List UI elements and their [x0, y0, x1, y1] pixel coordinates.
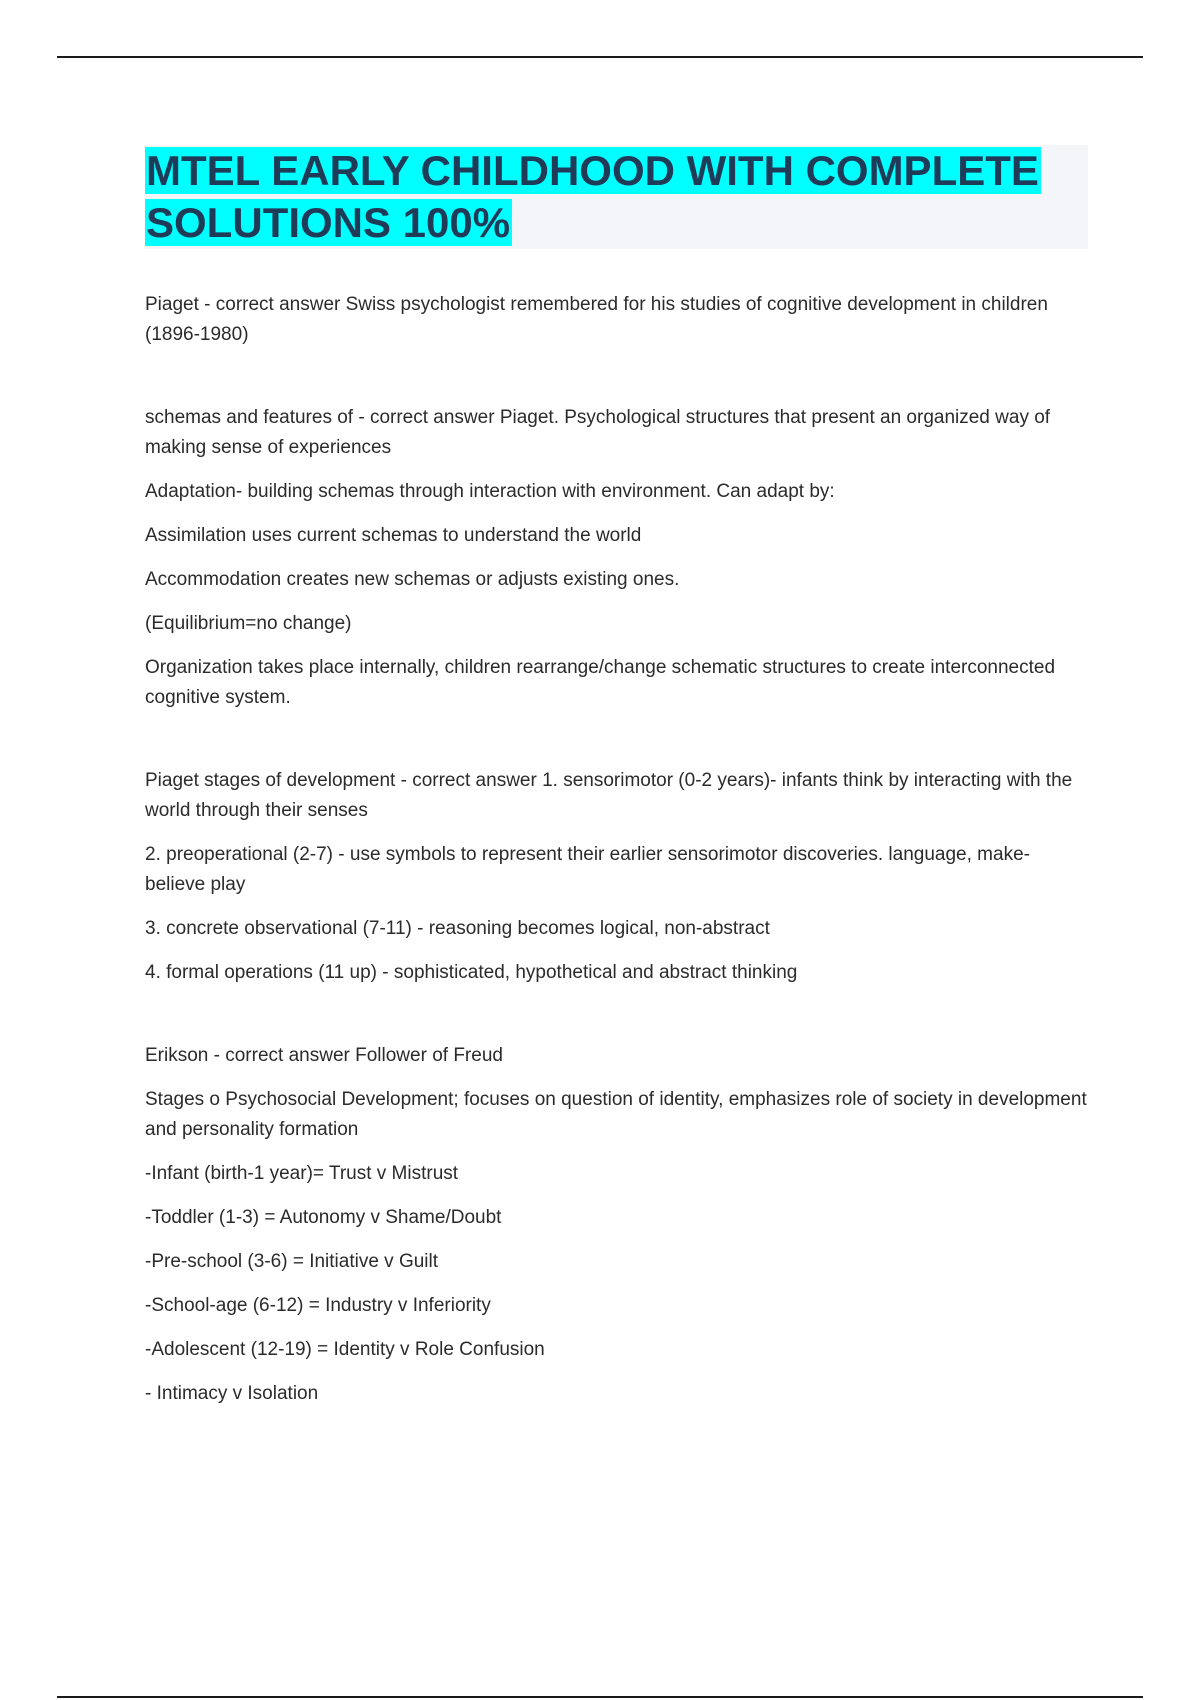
paragraph-preschool: -Pre-school (3-6) = Initiative v Guilt	[145, 1251, 439, 1272]
top-rule	[57, 56, 1143, 58]
title-line-1: MTEL EARLY CHILDHOOD WITH COMPLETE	[146, 147, 1039, 194]
paragraph-adaptation: Adaptation- building schemas through interaction with environment. Can adapt by:	[145, 481, 835, 502]
paragraph-accommodation: Accommodation creates new schemas or adjusts existing ones.	[145, 569, 680, 590]
bottom-rule	[57, 1696, 1143, 1698]
paragraph-stage-4: 4. formal operations (11 up) - sophisticated, hypothetical and abstract thinking	[145, 962, 798, 983]
paragraph-schemas: schemas and features of - correct answer Piaget. Psychological structures that present an organized way of making sense of experiences	[145, 407, 1051, 458]
paragraph-intimacy: - Intimacy v Isolation	[145, 1383, 319, 1404]
paragraph-piaget-stages: Piaget stages of development - correct answer 1. sensorimotor (0-2 years)- infants think by interacting with the world through their senses	[145, 770, 1073, 821]
document-title	[145, 145, 1088, 249]
paragraph-assimilation: Assimilation uses current schemas to understand the world	[145, 525, 642, 546]
paragraph-piaget: Piaget - correct answer Swiss psychologist remembered for his studies of cognitive development in children (1896-1980)	[145, 294, 1048, 345]
paragraph-toddler: -Toddler (1-3) = Autonomy v Shame/Doubt	[145, 1207, 502, 1228]
paragraph-equilibrium: (Equilibrium=no change)	[145, 613, 352, 634]
paragraph-stage-3: 3. concrete observational (7-11) - reasoning becomes logical, non-abstract	[145, 918, 770, 939]
paragraph-school-age: -School-age (6-12) = Industry v Inferiority	[145, 1295, 491, 1316]
title-line-2: SOLUTIONS 100%	[146, 199, 511, 246]
paragraph-infant: -Infant (birth-1 year)= Trust v Mistrust	[145, 1163, 459, 1184]
paragraph-erikson: Erikson - correct answer Follower of Freud	[145, 1045, 503, 1066]
paragraph-adolescent: -Adolescent (12-19) = Identity v Role Confusion	[145, 1339, 545, 1360]
paragraph-stage-2: 2. preoperational (2-7) - use symbols to represent their earlier sensorimotor discoveries. language, make-believe play	[145, 844, 1030, 895]
document-body	[145, 290, 1090, 1409]
paragraph-psychosocial: Stages o Psychosocial Development; focuses on question of identity, emphasizes role of society in development and personality formation	[145, 1089, 1087, 1140]
paragraph-organization: Organization takes place internally, children rearrange/change schematic structures to create interconnected cognitive system.	[145, 657, 1056, 708]
title-block	[145, 145, 1088, 249]
